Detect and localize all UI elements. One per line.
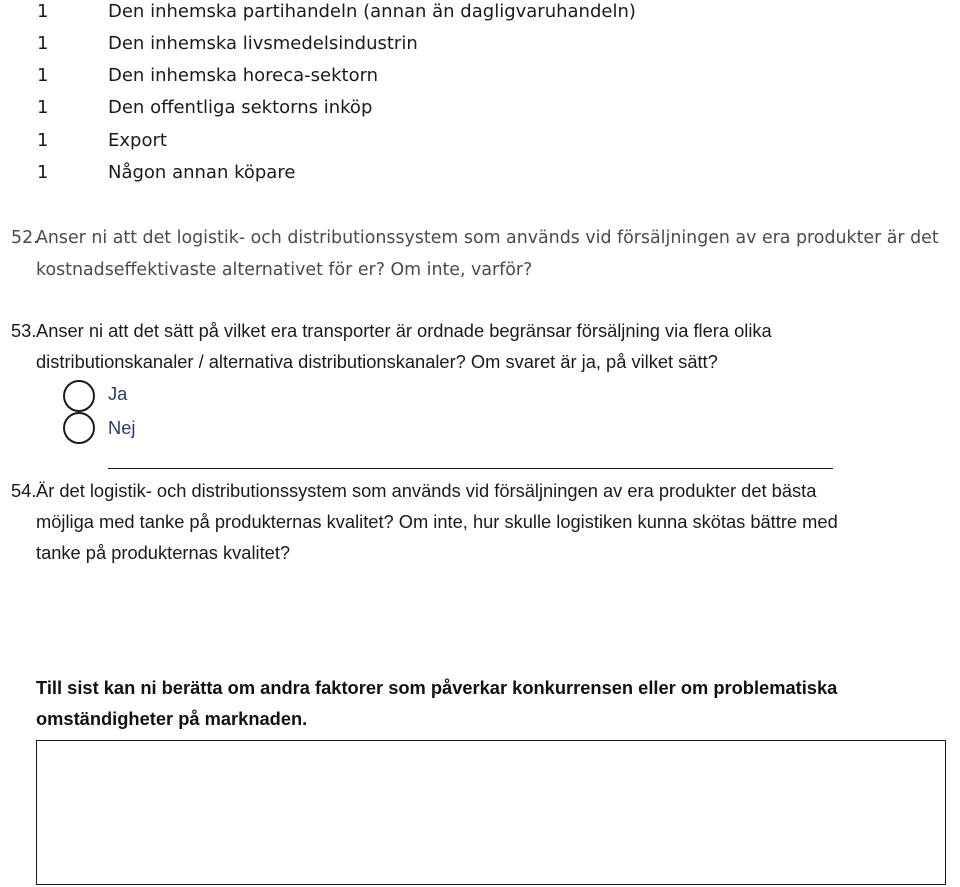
answer-text-box[interactable]	[36, 740, 946, 885]
option-number: 1	[37, 65, 49, 86]
question-53-text-line2: distributionskanaler / alternativa distributionskanaler? Om svaret är ja, på vilket sätt?	[36, 351, 718, 372]
answer-line[interactable]	[108, 468, 833, 469]
question-54-text-line2: möjliga med tanke på produkternas kvalitet? Om inte, hur skulle logistiken kunna skötas bättre med	[36, 511, 838, 532]
option-number: 1	[37, 33, 49, 54]
final-heading-line1: Till sist kan ni berätta om andra faktorer som påverkar konkurrensen eller om problematiska	[36, 677, 838, 698]
option-number: 1	[37, 97, 49, 118]
option-label: Den inhemska horeca-sektorn	[108, 65, 379, 86]
question-52-text-line2: kostnadseffektivaste alternativet för er? Om inte, varför?	[36, 260, 533, 280]
option-label: Export	[108, 130, 167, 151]
question-53-text-line1: Anser ni att det sätt på vilket era transporter är ordnade begränsar försäljning via flera olika	[36, 320, 772, 341]
radio-ja-label: Ja	[108, 383, 128, 404]
option-number: 1	[37, 1, 49, 22]
option-label: Den inhemska livsmedelsindustrin	[108, 33, 418, 54]
option-label: Den inhemska partihandeln (annan än dagligvaruhandeln)	[108, 1, 636, 22]
question-54-text-line1: Är det logistik- och distributionssystem som används vid försäljningen av era produkter det bästa	[36, 480, 817, 501]
radio-ja[interactable]	[63, 380, 95, 412]
option-number: 1	[37, 162, 49, 183]
question-54-text-line3: tanke på produkternas kvalitet?	[36, 542, 291, 563]
question-54-number: 54.	[11, 480, 37, 501]
final-heading-line2: omständigheter på marknaden.	[36, 708, 308, 729]
option-label: Någon annan köpare	[108, 162, 296, 183]
radio-nej[interactable]	[63, 412, 95, 444]
question-53-number: 53.	[11, 320, 37, 341]
question-52-number: 52.	[11, 228, 39, 248]
option-label: Den offentliga sektorns inköp	[108, 97, 373, 118]
question-52-text-line1: Anser ni att det logistik- och distributionssystem som används vid försäljningen av era produkter är det	[36, 228, 939, 248]
option-number: 1	[37, 130, 49, 151]
radio-nej-label: Nej	[108, 417, 136, 438]
